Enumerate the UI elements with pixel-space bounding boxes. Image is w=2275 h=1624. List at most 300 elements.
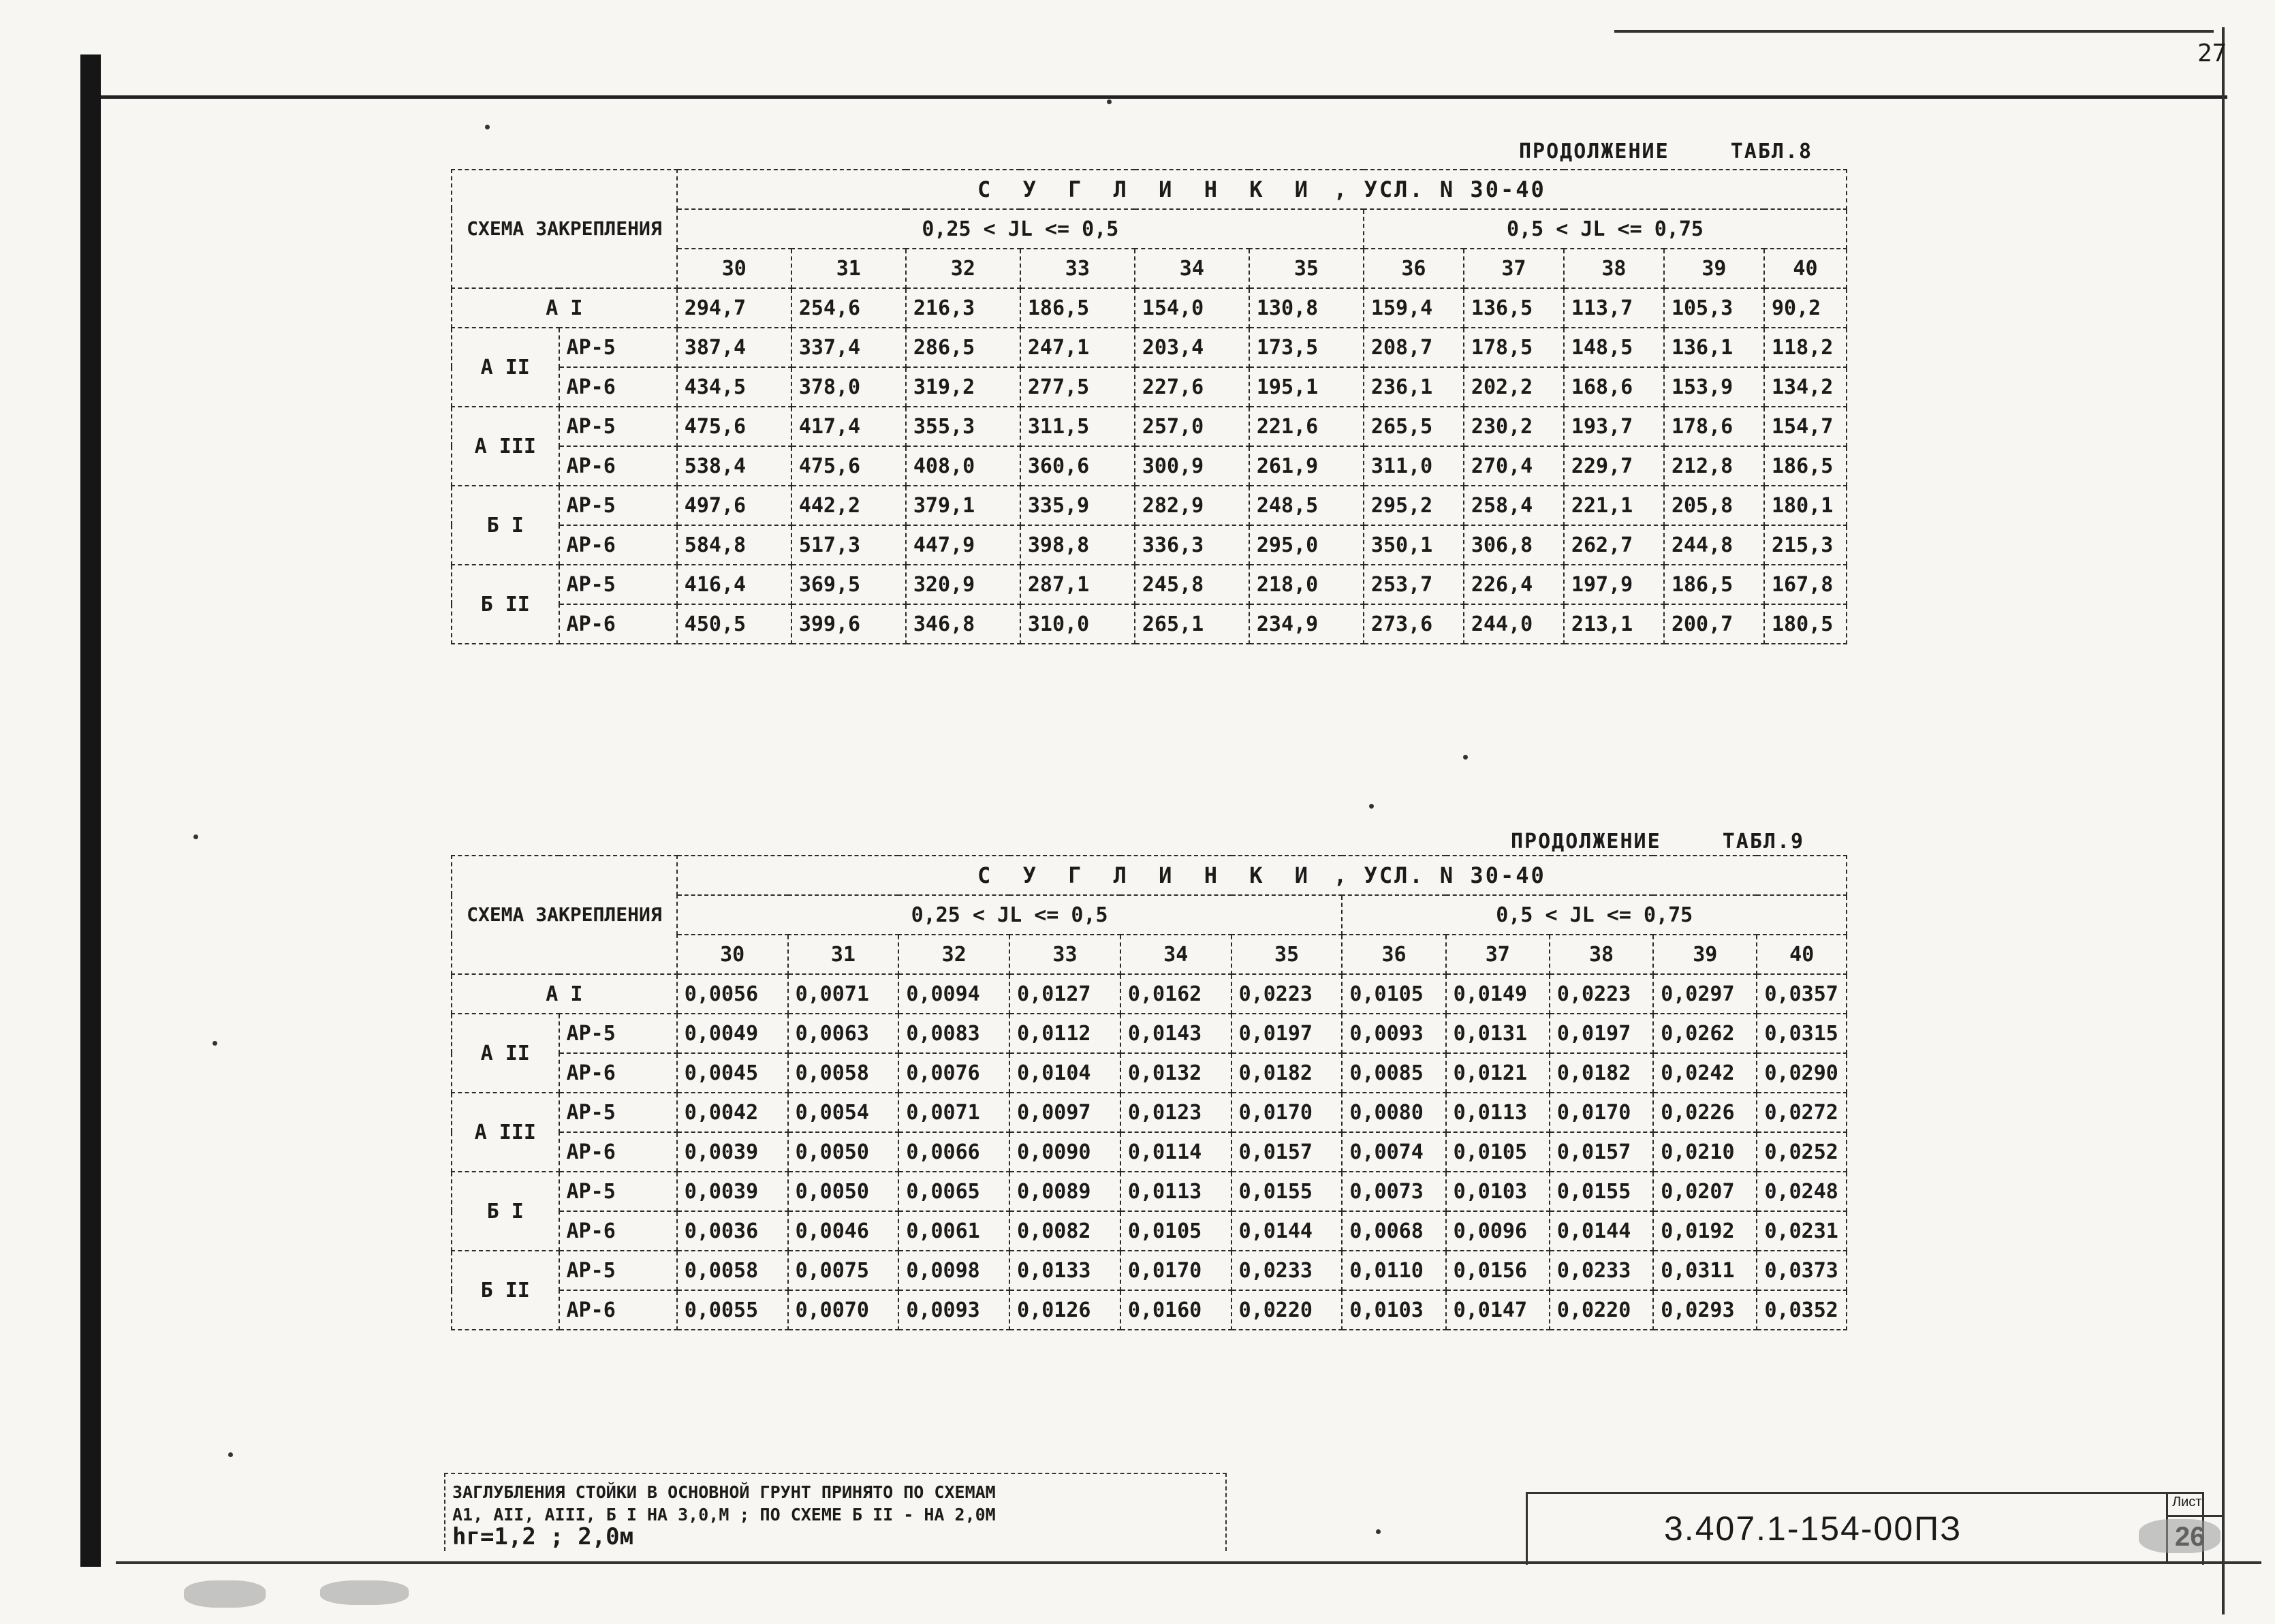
table9-value-cell: 0,0104 xyxy=(1009,1053,1120,1093)
table8-value-cell: 230,2 xyxy=(1464,407,1564,446)
table8-value-cell: 186,5 xyxy=(1764,446,1847,486)
table9-value-cell: 0,0144 xyxy=(1231,1211,1343,1251)
table9-value-cell: 0,0352 xyxy=(1757,1290,1847,1330)
table9-row xyxy=(452,1211,1847,1251)
table9-value-cell: 0,0045 xyxy=(677,1053,788,1093)
table8-value-cell: 277,5 xyxy=(1020,367,1135,407)
table9-value-cell: 0,0223 xyxy=(1550,974,1653,1014)
table9-value-cell: 0,0073 xyxy=(1342,1172,1445,1211)
table8-value-cell: 310,0 xyxy=(1020,604,1135,644)
table8-caption xyxy=(1519,140,1813,163)
table9-value-cell: 0,0315 xyxy=(1757,1014,1847,1053)
table9-row xyxy=(452,1290,1847,1330)
table8-value-cell: 346,8 xyxy=(906,604,1020,644)
table8-col-header: 32 xyxy=(906,249,1020,288)
frame-left-binding-edge xyxy=(80,54,101,1567)
table8-value-cell: 273,6 xyxy=(1364,604,1464,644)
sheet-label: Лист xyxy=(2172,1495,2202,1510)
table8-row xyxy=(452,288,1847,328)
table9-value-cell: 0,0170 xyxy=(1231,1093,1343,1132)
table8-value-cell: 212,8 xyxy=(1664,446,1764,486)
table9-anchor-type: АР-6 xyxy=(559,1053,677,1093)
table9-value-cell: 0,0133 xyxy=(1009,1251,1120,1290)
scan-smudge xyxy=(184,1580,266,1608)
table8-value-cell: 257,0 xyxy=(1135,407,1249,446)
table9-value-cell: 0,0039 xyxy=(677,1172,788,1211)
table9-range-b: 0,5 < JL <= 0,75 xyxy=(1342,895,1847,935)
table9-scheme-group: А II xyxy=(452,1014,559,1093)
table8-value-cell: 186,5 xyxy=(1664,565,1764,604)
footnote-line-1: ЗАГЛУБЛЕНИЯ СТОЙКИ В ОСНОВНОЙ ГРУНТ ПРИНЯТО ПО СХЕМАМ xyxy=(452,1482,996,1502)
table9-value-cell: 0,0121 xyxy=(1446,1053,1550,1093)
table9-row xyxy=(452,1014,1847,1053)
table8-value-cell: 248,5 xyxy=(1249,486,1364,525)
table8-value-cell: 350,1 xyxy=(1364,525,1464,565)
table8-value-cell: 227,6 xyxy=(1135,367,1249,407)
table8-value-cell: 265,1 xyxy=(1135,604,1249,644)
table8-value-cell: 286,5 xyxy=(906,328,1020,367)
scan-speck xyxy=(485,125,490,129)
table8-row xyxy=(452,367,1847,407)
table8-value-cell: 311,5 xyxy=(1020,407,1135,446)
table9-value-cell: 0,0144 xyxy=(1550,1211,1653,1251)
table8-anchor-type: АР-5 xyxy=(559,407,677,446)
table9-col-header: 31 xyxy=(788,935,899,974)
table8-soil-condition: , УСЛ. N 30-40 xyxy=(1334,176,1546,202)
table8-anchor-type: АР-6 xyxy=(559,446,677,486)
table9-anchor-type: АР-5 xyxy=(559,1251,677,1290)
table9-value-cell: 0,0182 xyxy=(1550,1053,1653,1093)
table9-col-header: 30 xyxy=(677,935,788,974)
table8-col-header: 31 xyxy=(791,249,906,288)
table8-value-cell: 195,1 xyxy=(1249,367,1364,407)
table8-value-cell: 203,4 xyxy=(1135,328,1249,367)
table8-value-cell: 208,7 xyxy=(1364,328,1464,367)
table9-value-cell: 0,0207 xyxy=(1653,1172,1757,1211)
table9-row xyxy=(452,974,1847,1014)
table9-value-cell: 0,0105 xyxy=(1120,1211,1231,1251)
table8-value-cell: 90,2 xyxy=(1764,288,1847,328)
table8-anchor-type: АР-5 xyxy=(559,328,677,367)
table9-col-header: 40 xyxy=(1757,935,1847,974)
table9-value-cell: 0,0290 xyxy=(1757,1053,1847,1093)
table8-value-cell: 167,8 xyxy=(1764,565,1847,604)
table9-value-cell: 0,0080 xyxy=(1342,1093,1445,1132)
table9-value-cell: 0,0070 xyxy=(788,1290,899,1330)
table9-scheme-group: Б II xyxy=(452,1251,559,1330)
table8-value-cell: 265,5 xyxy=(1364,407,1464,446)
table9-anchor-type: АР-6 xyxy=(559,1211,677,1251)
table8-soil-title: С У Г Л И Н К И xyxy=(977,176,1318,202)
frame-top-line xyxy=(95,95,2227,99)
table8-value-cell: 399,6 xyxy=(791,604,906,644)
table8-value-cell: 193,7 xyxy=(1564,407,1664,446)
table8-scheme-group: Б II xyxy=(452,565,559,644)
table8-value-cell: 497,6 xyxy=(677,486,791,525)
table8-row xyxy=(452,486,1847,525)
table8-value-cell: 450,5 xyxy=(677,604,791,644)
table8-value-cell: 336,3 xyxy=(1135,525,1249,565)
table8-col-header: 30 xyxy=(677,249,791,288)
table8-row xyxy=(452,565,1847,604)
scan-speck xyxy=(1376,1529,1381,1534)
table8-value-cell: 197,9 xyxy=(1564,565,1664,604)
table9-value-cell: 0,0068 xyxy=(1342,1211,1445,1251)
table9-value-cell: 0,0093 xyxy=(1342,1014,1445,1053)
table9-value-cell: 0,0149 xyxy=(1446,974,1550,1014)
table9-value-cell: 0,0248 xyxy=(1757,1172,1847,1211)
table8-value-cell: 229,7 xyxy=(1564,446,1664,486)
table9-col-header: 37 xyxy=(1446,935,1550,974)
table8-value-cell: 311,0 xyxy=(1364,446,1464,486)
table9-row xyxy=(452,1172,1847,1211)
corner-page-number: 27 xyxy=(2197,40,2227,67)
table8-scheme-group: А II xyxy=(452,328,559,407)
table8-value-cell: 136,5 xyxy=(1464,288,1564,328)
table9-scheme-group: А III xyxy=(452,1093,559,1172)
table9-value-cell: 0,0089 xyxy=(1009,1172,1120,1211)
table8-value-cell: 378,0 xyxy=(791,367,906,407)
table9-value-cell: 0,0157 xyxy=(1231,1132,1343,1172)
table8-value-cell: 355,3 xyxy=(906,407,1020,446)
scan-speck xyxy=(213,1041,217,1046)
table9-value-cell: 0,0197 xyxy=(1550,1014,1653,1053)
footnote-line-2: А1, АII, АIII, Б I НА 3,0,М ; ПО СХЕМЕ Б II - НА 2,0М xyxy=(452,1505,996,1525)
table8-value-cell: 186,5 xyxy=(1020,288,1135,328)
table9-scheme-group: Б I xyxy=(452,1172,559,1251)
sheet-box-divider xyxy=(2168,1515,2224,1517)
table9-col-header: 39 xyxy=(1653,935,1757,974)
table8-value-cell: 262,7 xyxy=(1564,525,1664,565)
table8-value-cell: 270,4 xyxy=(1464,446,1564,486)
scan-speck xyxy=(228,1452,233,1457)
table8-value-cell: 434,5 xyxy=(677,367,791,407)
table8-value-cell: 517,3 xyxy=(791,525,906,565)
table9-value-cell: 0,0097 xyxy=(1009,1093,1120,1132)
table8-value-cell: 538,4 xyxy=(677,446,791,486)
table9-value-cell: 0,0131 xyxy=(1446,1014,1550,1053)
table9-value-cell: 0,0098 xyxy=(898,1251,1009,1290)
table8-range-a: 0,25 < JL <= 0,5 xyxy=(677,209,1364,249)
table8-value-cell: 134,2 xyxy=(1764,367,1847,407)
table9-value-cell: 0,0050 xyxy=(788,1132,899,1172)
table8-value-cell: 226,4 xyxy=(1464,565,1564,604)
title-block-stamp xyxy=(1526,1492,2204,1565)
table9-value-cell: 0,0126 xyxy=(1009,1290,1120,1330)
table9-value-cell: 0,0147 xyxy=(1446,1290,1550,1330)
table8-value-cell: 300,9 xyxy=(1135,446,1249,486)
table9-value-cell: 0,0103 xyxy=(1446,1172,1550,1211)
table9-value-cell: 0,0160 xyxy=(1120,1290,1231,1330)
table9-value-cell: 0,0061 xyxy=(898,1211,1009,1251)
table8-scheme-group: А III xyxy=(452,407,559,486)
table8-value-cell: 105,3 xyxy=(1664,288,1764,328)
table9-col-header: 32 xyxy=(898,935,1009,974)
table8-scheme-group: Б I xyxy=(452,486,559,565)
table8-value-cell: 218,0 xyxy=(1249,565,1364,604)
table9-value-cell: 0,0114 xyxy=(1120,1132,1231,1172)
table9-value-cell: 0,0071 xyxy=(788,974,899,1014)
table9-value-cell: 0,0058 xyxy=(677,1251,788,1290)
table9-anchor-type: АР-6 xyxy=(559,1132,677,1172)
table8-value-cell: 379,1 xyxy=(906,486,1020,525)
table8-value-cell: 168,6 xyxy=(1564,367,1664,407)
table9-value-cell: 0,0293 xyxy=(1653,1290,1757,1330)
table9-value-cell: 0,0093 xyxy=(898,1290,1009,1330)
table9-value-cell: 0,0155 xyxy=(1550,1172,1653,1211)
table9-value-cell: 0,0074 xyxy=(1342,1132,1445,1172)
table8-col-header: 34 xyxy=(1135,249,1249,288)
table9-row xyxy=(452,1053,1847,1093)
table9-value-cell: 0,0162 xyxy=(1120,974,1231,1014)
table8-anchor-type: АР-6 xyxy=(559,367,677,407)
table9-soil-header xyxy=(677,856,1847,895)
table8-value-cell: 130,8 xyxy=(1249,288,1364,328)
table8-soil-header xyxy=(677,170,1847,209)
table9-value-cell: 0,0223 xyxy=(1231,974,1343,1014)
table9-value-cell: 0,0082 xyxy=(1009,1211,1120,1251)
table9-value-cell: 0,0110 xyxy=(1342,1251,1445,1290)
table9-value-cell: 0,0210 xyxy=(1653,1132,1757,1172)
table9-value-cell: 0,0132 xyxy=(1120,1053,1231,1093)
table8-value-cell: 247,1 xyxy=(1020,328,1135,367)
table8-value-cell: 306,8 xyxy=(1464,525,1564,565)
table9-value-cell: 0,0046 xyxy=(788,1211,899,1251)
table8-value-cell: 148,5 xyxy=(1564,328,1664,367)
table9-value-cell: 0,0156 xyxy=(1446,1251,1550,1290)
table8-value-cell: 282,9 xyxy=(1135,486,1249,525)
table9-anchor-type: АР-5 xyxy=(559,1093,677,1132)
scan-speck xyxy=(193,834,198,839)
table8-col-header: 37 xyxy=(1464,249,1564,288)
table8-value-cell: 287,1 xyxy=(1020,565,1135,604)
table8-value-cell: 178,5 xyxy=(1464,328,1564,367)
table8-value-cell: 335,9 xyxy=(1020,486,1135,525)
table8-value-cell: 369,5 xyxy=(791,565,906,604)
scan-smudge xyxy=(2139,1519,2221,1553)
table9-value-cell: 0,0058 xyxy=(788,1053,899,1093)
table8-caption-word: ПРОДОЛЖЕНИЕ xyxy=(1519,140,1669,163)
table8-value-cell: 258,4 xyxy=(1464,486,1564,525)
table8-col-header: 33 xyxy=(1020,249,1135,288)
table8-value-cell: 319,2 xyxy=(906,367,1020,407)
footnote-box xyxy=(444,1473,1227,1551)
table9-row xyxy=(452,1132,1847,1172)
table8-value-cell: 178,6 xyxy=(1664,407,1764,446)
table9-soil-condition: , УСЛ. N 30-40 xyxy=(1334,862,1546,888)
table9-value-cell: 0,0220 xyxy=(1231,1290,1343,1330)
table9-col-header: 35 xyxy=(1231,935,1343,974)
table8-value-cell: 234,9 xyxy=(1249,604,1364,644)
table8-row xyxy=(452,525,1847,565)
table8-value-cell: 136,1 xyxy=(1664,328,1764,367)
table9-value-cell: 0,0076 xyxy=(898,1053,1009,1093)
table9-row xyxy=(452,1093,1847,1132)
table8-value-cell: 213,1 xyxy=(1564,604,1664,644)
table8-value-cell: 202,2 xyxy=(1464,367,1564,407)
table9-value-cell: 0,0105 xyxy=(1342,974,1445,1014)
table9-value-cell: 0,0233 xyxy=(1231,1251,1343,1290)
table9-value-cell: 0,0085 xyxy=(1342,1053,1445,1093)
table8-value-cell: 221,1 xyxy=(1564,486,1664,525)
table9-range-a: 0,25 < JL <= 0,5 xyxy=(677,895,1343,935)
table8-value-cell: 475,6 xyxy=(677,407,791,446)
table8-anchor-type: АР-5 xyxy=(559,486,677,525)
table8-col-header: 35 xyxy=(1249,249,1364,288)
frame-top-short-line xyxy=(1614,30,2214,33)
table8-value-cell: 398,8 xyxy=(1020,525,1135,565)
table8-value-cell: 245,8 xyxy=(1135,565,1249,604)
table8-value-cell: 154,0 xyxy=(1135,288,1249,328)
table8-value-cell: 447,9 xyxy=(906,525,1020,565)
table9-value-cell: 0,0157 xyxy=(1550,1132,1653,1172)
table8-value-cell: 261,9 xyxy=(1249,446,1364,486)
table9-value-cell: 0,0272 xyxy=(1757,1093,1847,1132)
table8-row xyxy=(452,328,1847,367)
table9-value-cell: 0,0123 xyxy=(1120,1093,1231,1132)
footnote-formula: hг=1,2 ; 2,0м xyxy=(452,1523,634,1550)
table8-value-cell: 153,9 xyxy=(1664,367,1764,407)
table9-value-cell: 0,0182 xyxy=(1231,1053,1343,1093)
table8-value-cell: 180,1 xyxy=(1764,486,1847,525)
table9-value-cell: 0,0127 xyxy=(1009,974,1120,1014)
table8-col-header: 38 xyxy=(1564,249,1664,288)
table9-row xyxy=(452,1251,1847,1290)
table9-value-cell: 0,0096 xyxy=(1446,1211,1550,1251)
table9-value-cell: 0,0036 xyxy=(677,1211,788,1251)
table9-value-cell: 0,0311 xyxy=(1653,1251,1757,1290)
table8-value-cell: 442,2 xyxy=(791,486,906,525)
table8-value-cell: 475,6 xyxy=(791,446,906,486)
table8-scheme-group: А I xyxy=(452,288,677,328)
table9-value-cell: 0,0297 xyxy=(1653,974,1757,1014)
table8-value-cell: 337,4 xyxy=(791,328,906,367)
table9-value-cell: 0,0112 xyxy=(1009,1014,1120,1053)
table9-value-cell: 0,0049 xyxy=(677,1014,788,1053)
table8-value-cell: 295,0 xyxy=(1249,525,1364,565)
table8-value-cell: 295,2 xyxy=(1364,486,1464,525)
table9-value-cell: 0,0105 xyxy=(1446,1132,1550,1172)
table9-caption xyxy=(1511,830,1804,854)
table9-col-header: 34 xyxy=(1120,935,1231,974)
table8-value-cell: 584,8 xyxy=(677,525,791,565)
table9-col-header: 33 xyxy=(1009,935,1120,974)
table8-value-cell: 215,3 xyxy=(1764,525,1847,565)
scan-speck xyxy=(1107,99,1112,104)
table8-value-cell: 360,6 xyxy=(1020,446,1135,486)
table8-row xyxy=(452,446,1847,486)
table-8 xyxy=(451,169,1847,644)
table9-value-cell: 0,0143 xyxy=(1120,1014,1231,1053)
table8-value-cell: 244,0 xyxy=(1464,604,1564,644)
table8-value-cell: 221,6 xyxy=(1249,407,1364,446)
table8-anchor-type: АР-5 xyxy=(559,565,677,604)
table8-value-cell: 113,7 xyxy=(1564,288,1664,328)
scan-speck xyxy=(1369,804,1374,809)
table-9 xyxy=(451,855,1847,1330)
table8-value-cell: 254,6 xyxy=(791,288,906,328)
table8-col-header: 40 xyxy=(1764,249,1847,288)
frame-right-line xyxy=(2222,27,2225,1614)
table9-value-cell: 0,0066 xyxy=(898,1132,1009,1172)
table8-value-cell: 154,7 xyxy=(1764,407,1847,446)
table8-row xyxy=(452,604,1847,644)
table8-value-cell: 253,7 xyxy=(1364,565,1464,604)
table9-value-cell: 0,0065 xyxy=(898,1172,1009,1211)
table9-value-cell: 0,0090 xyxy=(1009,1132,1120,1172)
table9-value-cell: 0,0155 xyxy=(1231,1172,1343,1211)
table9-value-cell: 0,0220 xyxy=(1550,1290,1653,1330)
table9-value-cell: 0,0113 xyxy=(1446,1093,1550,1132)
table9-value-cell: 0,0103 xyxy=(1342,1290,1445,1330)
table8-scheme-header: СХЕМА ЗАКРЕПЛЕНИЯ xyxy=(452,170,677,288)
table9-value-cell: 0,0233 xyxy=(1550,1251,1653,1290)
table9-col-header: 36 xyxy=(1342,935,1445,974)
table8-caption-number: ТАБЛ.8 xyxy=(1730,140,1813,163)
table9-value-cell: 0,0054 xyxy=(788,1093,899,1132)
table8-value-cell: 294,7 xyxy=(677,288,791,328)
scan-smudge xyxy=(320,1580,409,1605)
table8-col-header: 36 xyxy=(1364,249,1464,288)
table9-value-cell: 0,0226 xyxy=(1653,1093,1757,1132)
table9-value-cell: 0,0252 xyxy=(1757,1132,1847,1172)
table8-value-cell: 244,8 xyxy=(1664,525,1764,565)
table9-value-cell: 0,0170 xyxy=(1550,1093,1653,1132)
table9-value-cell: 0,0071 xyxy=(898,1093,1009,1132)
table8-value-cell: 118,2 xyxy=(1764,328,1847,367)
table9-value-cell: 0,0170 xyxy=(1120,1251,1231,1290)
table8-value-cell: 236,1 xyxy=(1364,367,1464,407)
table9-caption-number: ТАБЛ.9 xyxy=(1722,830,1805,854)
table9-value-cell: 0,0262 xyxy=(1653,1014,1757,1053)
table9-value-cell: 0,0063 xyxy=(788,1014,899,1053)
table9-value-cell: 0,0231 xyxy=(1757,1211,1847,1251)
table9-value-cell: 0,0113 xyxy=(1120,1172,1231,1211)
table9-value-cell: 0,0094 xyxy=(898,974,1009,1014)
scan-speck xyxy=(1463,755,1468,760)
table9-value-cell: 0,0197 xyxy=(1231,1014,1343,1053)
drawing-code: 3.407.1-154-00ПЗ xyxy=(1664,1510,1962,1548)
table9-value-cell: 0,0050 xyxy=(788,1172,899,1211)
table8-anchor-type: АР-6 xyxy=(559,604,677,644)
table8-value-cell: 408,0 xyxy=(906,446,1020,486)
table8-value-cell: 387,4 xyxy=(677,328,791,367)
table9-value-cell: 0,0373 xyxy=(1757,1251,1847,1290)
table8-value-cell: 159,4 xyxy=(1364,288,1464,328)
table9-value-cell: 0,0055 xyxy=(677,1290,788,1330)
table8-anchor-type: АР-6 xyxy=(559,525,677,565)
table9-value-cell: 0,0075 xyxy=(788,1251,899,1290)
table8-value-cell: 417,4 xyxy=(791,407,906,446)
table8-col-header: 39 xyxy=(1664,249,1764,288)
table9-anchor-type: АР-5 xyxy=(559,1014,677,1053)
table8-row xyxy=(452,407,1847,446)
table9-col-header: 38 xyxy=(1550,935,1653,974)
table9-scheme-group: А I xyxy=(452,974,677,1014)
table8-value-cell: 180,5 xyxy=(1764,604,1847,644)
table8-range-b: 0,5 < JL <= 0,75 xyxy=(1364,209,1847,249)
table9-value-cell: 0,0083 xyxy=(898,1014,1009,1053)
table9-value-cell: 0,0042 xyxy=(677,1093,788,1132)
table8-value-cell: 173,5 xyxy=(1249,328,1364,367)
table9-anchor-type: АР-6 xyxy=(559,1290,677,1330)
table9-value-cell: 0,0242 xyxy=(1653,1053,1757,1093)
table9-anchor-type: АР-5 xyxy=(559,1172,677,1211)
table9-value-cell: 0,0056 xyxy=(677,974,788,1014)
table8-value-cell: 320,9 xyxy=(906,565,1020,604)
table9-value-cell: 0,0039 xyxy=(677,1132,788,1172)
table8-value-cell: 200,7 xyxy=(1664,604,1764,644)
